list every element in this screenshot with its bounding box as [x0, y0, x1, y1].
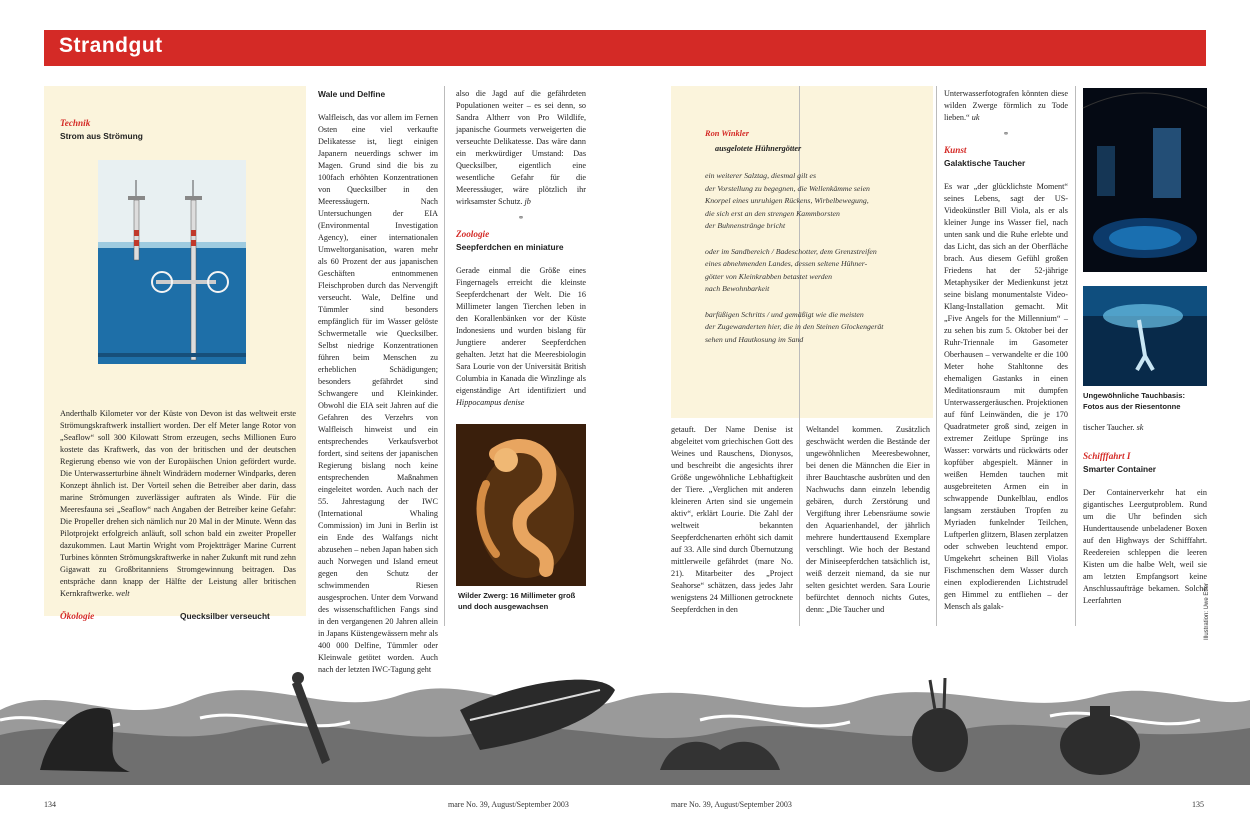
diver-photo: [1083, 286, 1207, 386]
oekologie-headline: Quecksilber verseucht: [180, 611, 270, 621]
page-number-left: 134: [44, 800, 56, 809]
poem-line: sehen und Hautkosung im Sand: [705, 334, 804, 344]
seahorse-end-column: [806, 424, 930, 620]
technik-heading: [60, 113, 300, 143]
technik-body: Anderthalb Kilometer vor der Küste von Devon ist das weltweit erste Strömungskraftwerk installiert worden. Der elf Meter lange Rotor von „Seaflow“ soll 300 Kilowatt Strom erzeugen, sechs Millionen Euro kostete das Kraftwerk, das von der britischen und der deutschen Regierung ebenso wie von der Europäischen Union gefördert wurde. Die Unterwasserturbine ähnelt Windrädern moderner Windparks, deren Konzept ähnlich ist. Der Vorteil sehen die Betreiber aber darin, dass marine Strömungen zuverlässiger auftraten als Winde. Für die Meeresfauna sei „Seaflow“ nach Angaben der Betreiber keine Gefahr: Die Propeller drehen sich nämlich nur 20 Mal in der Minute. Wenn das Pilotprojekt erfolgreich anläuft, soll schon bald ein zweiter Propeller dazukommen. Laut Martin Wright vom Projektträger Marine Current Turbines könnten Strömungskraftwerke in naher Zukunft mit rund zehn Gigawatt zu Großbritanniens Stromgewinnung beitragen. Das entspräche dann knapp der Hälfte der Leistung aller britischen Kernkraftwerke.: [60, 409, 296, 598]
poem-line: der Vorstellung zu begegnen, die Wellenkämme seien: [705, 183, 870, 193]
divider-ornament: ⚭: [1002, 129, 1010, 138]
whale-column: [318, 88, 438, 674]
seahorse-continued-column: [671, 424, 793, 620]
illustration-credit: Illustration: Uwe Etter: [1204, 582, 1210, 640]
column-rule: [936, 86, 937, 626]
poem-line: eines abnehmenden Landes, dessen seltene Hühner-: [705, 259, 868, 269]
issue-right: mare No. 39, August/September 2003: [671, 800, 792, 809]
gasometer-photo: [1083, 88, 1207, 272]
oekologie-section-label: Ökologie: [60, 611, 95, 621]
kunst-end: tischer Taucher.: [1083, 423, 1135, 432]
whale-continued: also die Jagd auf die gefährdeten Populationen weiter – es sei denn, so Sandra Altherr von Pro Wildlife, japanische Gourmets verweigerten die verseuchte Delikatesse. Das wäre dann ein merkwürdiger Umstand: Das Quecksilber, eigentlich eine wesentliche Gefahr für die Meeressäuger, wäre plötzlich ihr wirksamster Schutz.: [456, 89, 586, 206]
technik-signature: welt: [115, 589, 130, 598]
seahorse-body: Gerade einmal die Größe eines Fingernagels erreicht die kleinste Seepferdchenart der Welt. Die 16 Millimeter langen Tierchen leben in den Korallenbänken vor der Küste Indonesiens und wurden bislang für Jungtiere anderer Seepferdchen gehalten. Jetzt hat die Meeresbiologin Sara Lourie von der Universität British Columbia in Kanada die Winzlinge als eigenständige Art identifiziert und: [456, 266, 586, 395]
poem-line: ein weiterer Salztag, diesmal gilt es: [705, 171, 817, 180]
schifffahrt-headline: Smarter Container: [1083, 464, 1157, 474]
seahorse-species: Hippocampus denise: [456, 398, 525, 407]
diving-caption: Ungewöhnliche Tauchbasis: Fotos aus der Riesentonne: [1083, 391, 1185, 411]
seahorse-headline: Seepferdchen en miniature: [456, 242, 564, 252]
seahorse-column: [456, 88, 586, 424]
whale-body: Walfleisch, das vor allem im Fernen Osten eine viel verkaufte Delikatesse ist, liegt einigen Japanern neuerdings schwer im Magen. Grund sind die bis zu 100fach erhöhten Konzentrationen von Quecksilber in den Meeressäugern. Nach Untersuchungen der EIA (Environmental Investigation Agency), einer internationalen Umweltorganisation, waren mehr als 60 Prozent der aus japanischen Geschäften entnommenen Fleischproben durch das Nervengift verseucht. Wale, Delfine und Tümmler sind besonders empfänglich für im Wasser gelöste Schwermetalle wie Quecksilber. Selbst niedrige Konzentrationen führen beim Menschen zu erheblichen Schädigungen; besonders gefährdet sind Schwangere und Kleinkinder. Obwohl die EIA seit Jahren auf die Gefahren des Verzehrs von Walfleisch hinweist und ein entsprechendes Verkaufsverbot fordert, sind seitens der japanischen Regierung bislang noch keine entsprechenden Maßnahmen eingeleitet worden. Auch nach der 55. Jahrestagung der IWC (International Whaling Commission) im Juni in Berlin ist ein Ende des Walfangs nicht abzusehen – neben Japan haben sich auch Norwegen und Island erneut gegen den Schutz der schwimmenden Riesen ausgesprochen. Unter dem Vorwand des wissenschaftlichen Fangs sind in den vergangenen 20 Jahren allein in Japans Küstengewässern mehr als 400 000 Delfine, Tümmler oder Kleinwale getötet worden. Auch nach der letzten IWC-Tagung geht: [318, 113, 438, 674]
seahorse-signature: uk: [971, 113, 980, 122]
kunst-section-label: Kunst: [944, 145, 967, 155]
column-rule: [799, 86, 800, 626]
poem-line: die sich erst an den strengen Kammborsten: [705, 208, 840, 218]
seahorse-end: Weltandel kommen. Zusätzlich geschwächt werden die Bestände der ungewöhnlichen Meeresbewohner, bei denen die Männchen die Eier in ihrer Bauchtasche ausbrüten und den Nachwuchs dann einzeln lebendig gebären, durch Zerstörung und Vergiftung ihrer Lebensräume sowie den Aquarienhandel, der jährlich mehrere hunderttausend Exemplare verschlingt. Wie hoch der Bestand der Miniseepferdchen tatsächlich ist, weiß derzeit niemand, da sie nur selten gesichtet werden. Sara Lourie befürchtet dennoch nichts Gutes, denn: „Die Taucher und: [806, 425, 930, 614]
seahorse-continued: getauft. Der Name Denise ist abgeleitet vom griechischen Gott des Weines und Rauschens, Dionysos, und beschreibt die angesichts ihrer Größe ungewöhnliche Lebhaftigkeit der Tiere. „Verglichen mit anderen kleineren Arten sind sie ungemein aktiv“, erklärt Lourie. Die Zahl der weltweit bekannten Seepferdchenarten erhöht sich damit auf 33. Alle sind durch Übernutzung mittlerweile gefährdet (mare No. 21). Mitarbeiter des „Project Seahorse“ schätzen, dass jedes Jahr wenigstens 24 Millionen getrocknete Seepferdchen in den: [671, 425, 793, 614]
seahorse-quote-end: Unterwasserfotografen könnten diese wilden Zwerge förmlich zu Tode lieben.“: [944, 89, 1068, 122]
turbine-illustration: [98, 160, 246, 364]
poem-line: götter von Kleinkrabben betastet werden: [705, 271, 833, 281]
technik-section-label: Technik: [60, 118, 91, 128]
seahorse-photo: [456, 424, 586, 586]
banner-title: Strandgut: [59, 34, 163, 57]
sea-creature-figure: [912, 678, 968, 772]
poem-line: Knorpel eines unruhigen Rückens, Wirbelbewegung,: [705, 196, 869, 206]
poem-heading: [705, 123, 925, 157]
poem-author: Ron Winkler: [705, 129, 749, 138]
poem-line: barfüßigen Schritts / und gemäßigt wie die meisten: [705, 309, 864, 319]
poem-title: ausgelotete Hühnergötter: [715, 144, 802, 153]
column-rule: [444, 86, 445, 626]
poem-text: [705, 170, 925, 346]
poem-line: nach Bewohnbarkeit: [705, 284, 770, 294]
technik-headline: Strom aus Strömung: [60, 131, 143, 141]
kunst-signature: sk: [1136, 423, 1144, 432]
kunst-body: Es war „der glücklichste Moment“ seines Lebens, sagt der US-Videokünstler Bill Viola, als er als kleiner Junge ins Wasser fiel, nach unten sank und die Ruhe erlebte und das Licht, das sich an der Oberfläche brach. Aus diesem Gefühl großen Friedens hat der 52-jährige Metaphysiker der Medienkunst jetzt seine bislang monumentalste Video-Klang-Installation gemacht. Mit „Five Angels for the Millennium“ – zu sehen bis zum 5. Oktober bei der Ruhr-Triennale im Gasometer Oberhausen – verwandelte er die 100 Meter hohe Stahltonne des ehemaligen Gastanks in einen Meditationsraum mit dumpfen Unterwassergeräuschen. Projektionen auf fünf Leinwänden, die je 170 Quadratmeter groß sind, zeigen in extremer Zeitlupe Sprünge ins Wasser: vorwärts und rückwärts oder kopfüber abgespielt. Männer in weißen Hemden tauchen mit ausgebreiteten Armen ein in schwappende Dunkelblau, endlos langsam zerstäuben Tropfen zu Myriaden funkelnder Teilchen, Luftperlen glitzern, Blasen zerplatzen oder schweben leuchtend empor. Umgekehrt scheinen Bill Violas Fischmenschen dem Wasser durch einen explodierenden Lichtstrudel gen Himmel zu entfliehen – der Mensch als galak-: [944, 182, 1068, 611]
issue-left: mare No. 39, August/September 2003: [448, 800, 569, 809]
whale-headline: Wale und Delfine: [318, 89, 386, 99]
technik-text: [60, 408, 296, 598]
poem-line: der Zugewanderten hier, die in den Steinen Glockengerät: [705, 322, 884, 332]
schifffahrt-section-label: Schifffahrt I: [1083, 451, 1131, 461]
schifffahrt-body: Der Containerverkehr hat ein gigantisches Leergutproblem. Rund um die Uhr befinden sich Hunderttausende unbeladener Boxen auf den Highways der Schifffahrt. Reedereien schleppen die leeren Kisten um die halbe Welt, weil sie am letzten Empfangsort keine Anschlussaufträge bekamen. Solche Leerfahrten: [1083, 488, 1207, 605]
zoologie-section-label: Zoologie: [456, 229, 490, 239]
poem-line: oder im Sandbereich / Badeschotter, dem Grenzstreifen: [705, 246, 877, 256]
whale-signature: jb: [524, 197, 531, 206]
next-article-heading: [60, 610, 296, 622]
column-rule: [1075, 86, 1076, 626]
beach-illustration: [0, 640, 1250, 790]
page-number-right: 135: [1192, 800, 1204, 809]
kunst-column: [944, 88, 1068, 622]
poem-line: der Buhnenstränge bricht: [705, 221, 786, 231]
kunst-headline: Galaktische Taucher: [944, 158, 1026, 168]
divider-ornament: ⚭: [517, 213, 525, 222]
schifffahrt-column: [1083, 422, 1207, 622]
section-banner: [44, 30, 1206, 66]
seahorse-caption: Wilder Zwerg: 16 Millimeter groß und doch ausgewachsen: [458, 591, 576, 611]
